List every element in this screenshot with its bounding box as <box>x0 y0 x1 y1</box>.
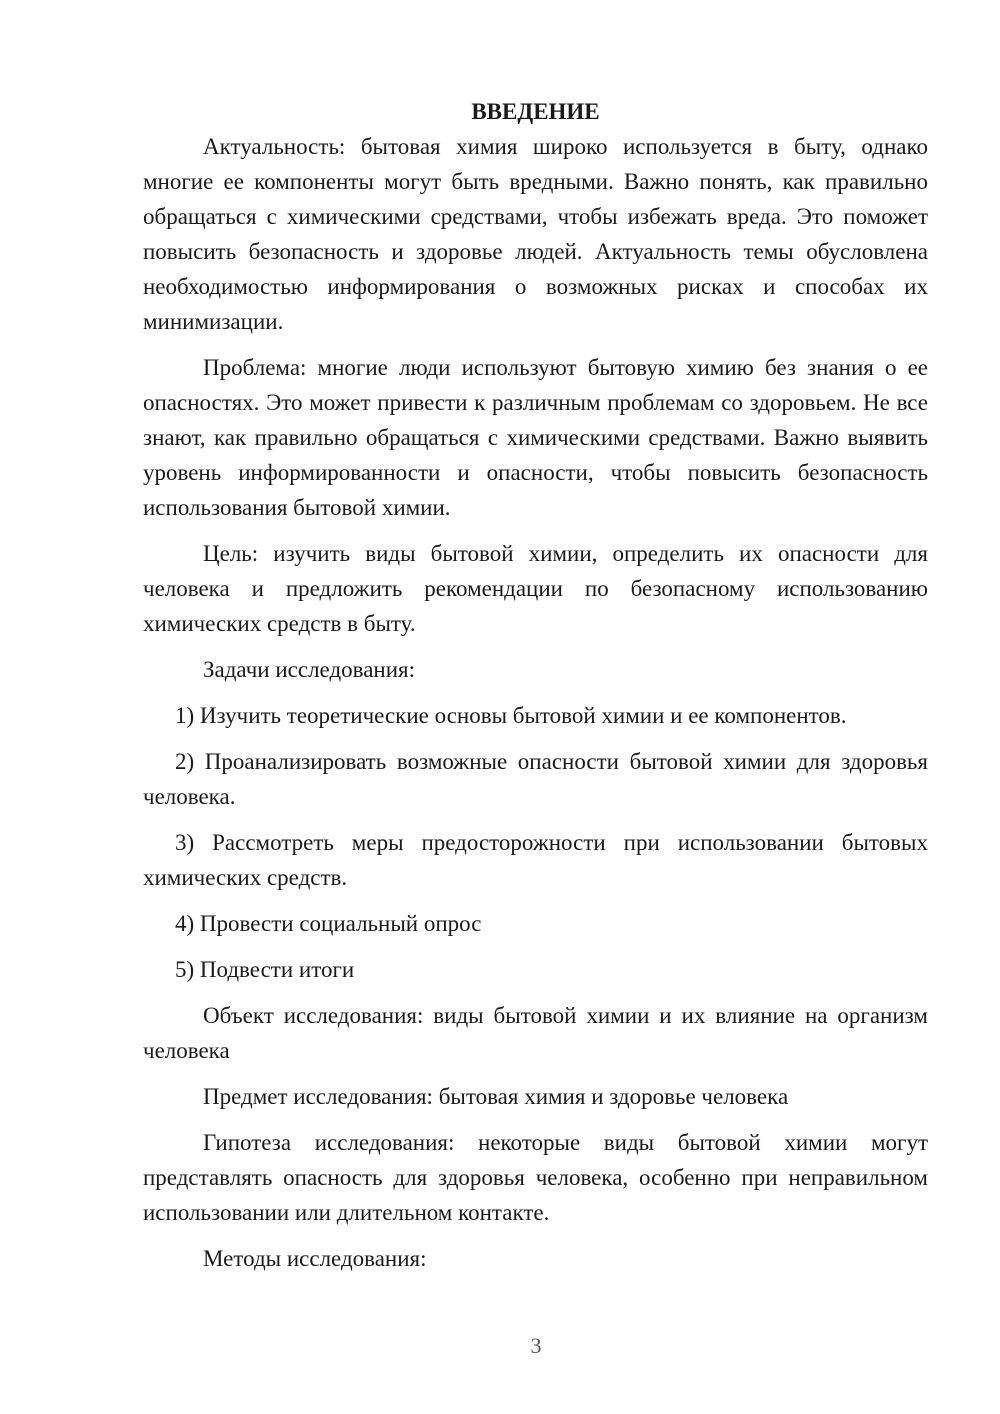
task-item-3: 3) Рассмотреть меры предосторожности при использовании бытовых химических средств. <box>143 830 928 890</box>
task-item-4: 4) Провести социальный опрос <box>175 911 482 936</box>
section-title: ВВЕДЕНИЕ <box>471 99 600 124</box>
task-item-2: 2) Проанализировать возможные опасности бытовой химии для здоровья человека. <box>143 749 928 809</box>
task-item-5: 5) Подвести итоги <box>175 957 355 982</box>
problem-paragraph: Проблема: многие люди используют бытовую химию без знания о ее опасностях. Это может привести к различным проблемам со здоровьем. Не все знают, как правильно обращаться с химическими средствами. Важно выявить уровень информированности и опасности, чтобы повысить безопасность использования бытовой химии. <box>143 355 928 520</box>
relevance-paragraph: Актуальность: бытовая химия широко используется в быту, однако многие ее компоненты могут быть вредными. Важно понять, как правильно обращаться с химическими средствами, чтобы избежать вреда. Это поможет повысить безопасность и здоровье людей. Актуальность темы обусловлена необходимостью информирования о возможных рисках и способах их минимизации. <box>143 134 928 334</box>
page-content <box>143 94 928 1276</box>
research-methods-heading: Методы исследования: <box>203 1246 427 1271</box>
page-number: 3 <box>530 1333 542 1358</box>
research-object: Объект исследования: виды бытовой химии и их влияние на организм человека <box>143 1003 928 1063</box>
tasks-heading: Задачи исследования: <box>203 657 416 682</box>
research-subject: Предмет исследования: бытовая химия и здоровье человека <box>203 1084 789 1109</box>
research-hypothesis: Гипотеза исследования: некоторые виды бытовой химии могут представлять опасность для здоровья человека, особенно при неправильном использовании или длительном контакте. <box>143 1130 928 1225</box>
goal-paragraph: Цель: изучить виды бытовой химии, определить их опасности для человека и предложить рекомендации по безопасному использованию химических средств в быту. <box>143 541 928 636</box>
task-item-1: 1) Изучить теоретические основы бытовой химии и ее компонентов. <box>175 703 847 728</box>
